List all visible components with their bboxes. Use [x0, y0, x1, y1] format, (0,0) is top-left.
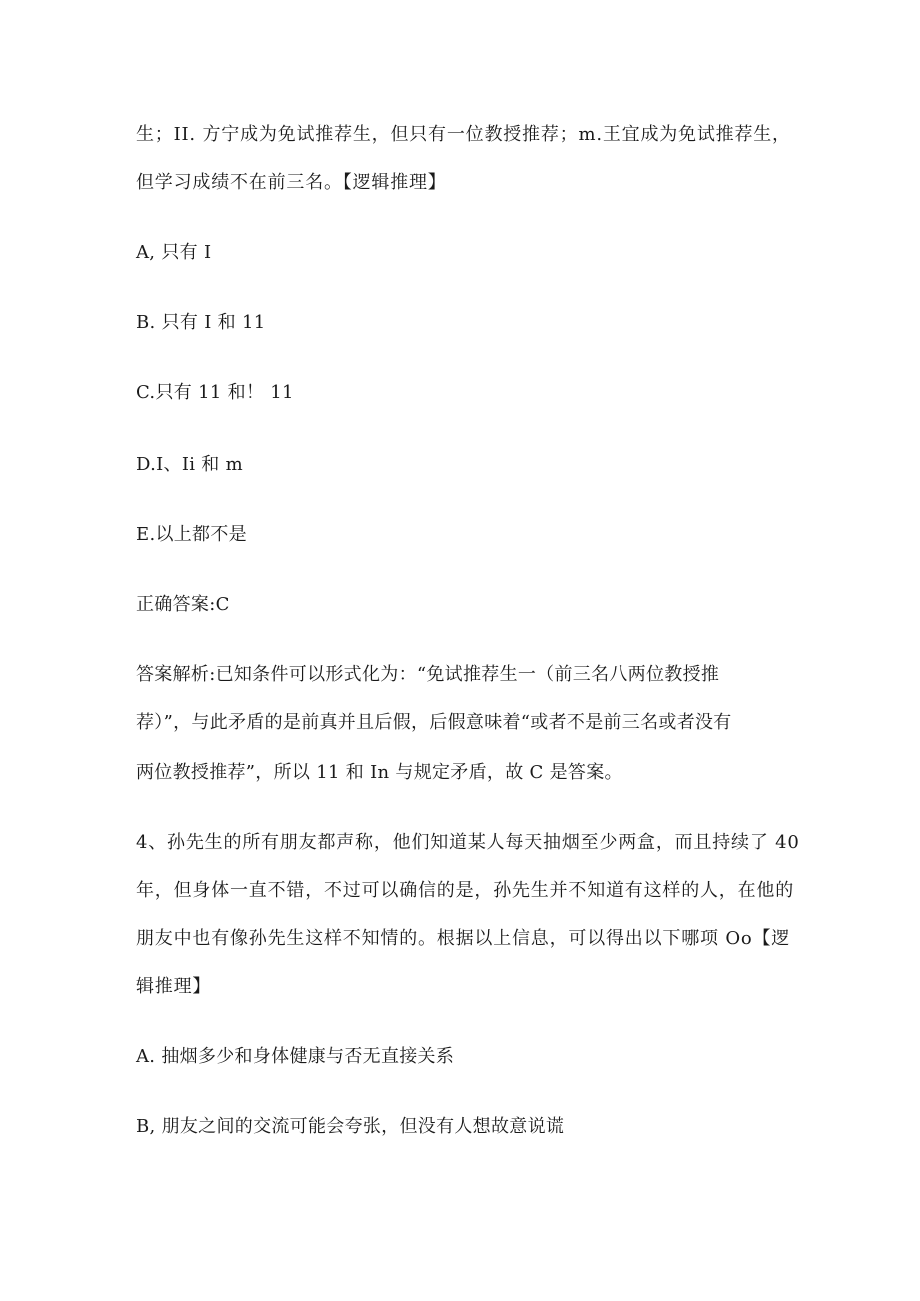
q4-stem-line-4: 辑推理】 — [136, 976, 212, 997]
q4-stem-line-2: 年，但身体一直不错，不过可以确信的是，孙先生并不知道有这样的人，在他的 — [136, 880, 794, 901]
q3-explanation-line-2: 荐）”，与此矛盾的是前真并且后假，后假意味着“或者不是前三名或者没有 — [136, 712, 732, 733]
q4-option-b: B, 朋友之间的交流可能会夸张，但没有人想故意说谎 — [136, 1116, 565, 1137]
q3-correct-answer: 正确答案:C — [136, 594, 230, 615]
q3-option-d: D.I、Ii 和 m — [136, 454, 244, 475]
q3-stem-line-1: 生；II. 方宁成为免试推荐生，但只有一位教授推荐；m.王宜成为免试推荐生， — [136, 124, 791, 145]
q3-stem-line-2: 但学习成绩不在前三名。【逻辑推理】 — [136, 172, 447, 193]
q4-stem-line-3: 朋友中也有像孙先生这样不知情的。根据以上信息，可以得出以下哪项 Oo【逻 — [136, 928, 791, 949]
q3-explanation-line-3: 两位教授推荐”，所以 11 和 In 与规定矛盾，故 C 是答案。 — [136, 762, 623, 783]
q3-option-c: C.只有 11 和！ 11 — [136, 382, 294, 403]
q3-explanation-line-1: 答案解析:已知条件可以形式化为：“免试推荐生一（前三名八两位教授推 — [136, 664, 720, 685]
q3-option-e: E.以上都不是 — [136, 524, 247, 545]
q3-option-a: A, 只有 I — [136, 242, 212, 263]
q4-option-a: A. 抽烟多少和身体健康与否无直接关系 — [136, 1046, 455, 1067]
q3-option-b: B. 只有 I 和 11 — [136, 312, 266, 333]
q4-stem-line-1: 4、孙先生的所有朋友都声称，他们知道某人每天抽烟至少两盒，而且持续了 40 — [136, 832, 800, 853]
